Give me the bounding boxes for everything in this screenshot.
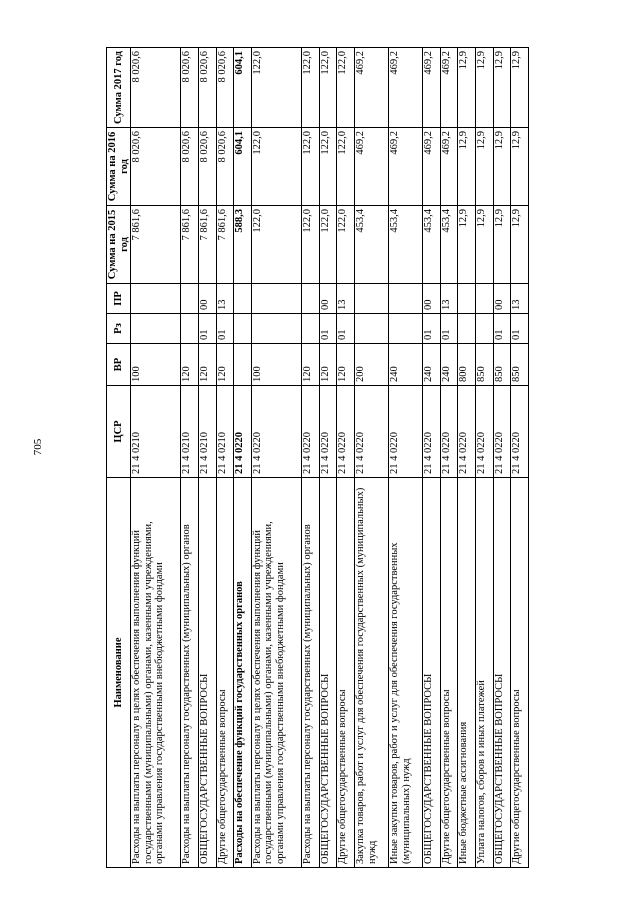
cell-sum-2016: 122,0 <box>302 128 320 206</box>
cell-sum-2017: 122,0 <box>302 48 320 128</box>
cell-sum-2016: 122,0 <box>337 128 355 206</box>
cell-sum-2016: 8 020,6 <box>181 128 199 206</box>
cell-sum-2017: 8 020,6 <box>216 48 234 128</box>
table-row <box>388 48 422 868</box>
cell-sum-2015: 453,4 <box>355 206 389 284</box>
cell-sum-2016: 12,9 <box>458 128 476 206</box>
cell-csr: 21 4 0220 <box>493 386 511 478</box>
cell-sum-2015: 453,4 <box>388 206 422 284</box>
cell-csr: 21 4 0210 <box>216 386 234 478</box>
cell-rz <box>302 314 320 344</box>
cell-csr: 21 4 0220 <box>302 386 320 478</box>
cell-pr <box>234 284 252 314</box>
cell-csr: 21 4 0220 <box>458 386 476 478</box>
cell-rz: 01 <box>422 314 440 344</box>
header-sum-2015: Сумма на 2015 год <box>107 206 131 284</box>
cell-name: Иные бюджетные ассигнования <box>458 478 476 868</box>
cell-sum-2016: 12,9 <box>475 128 493 206</box>
cell-name: Иные закупки товаров, работ и услуг для обеспечения государственных (муниципальных) нужд <box>388 478 422 868</box>
cell-pr <box>302 284 320 314</box>
header-rz: Рз <box>107 314 131 344</box>
cell-rz <box>131 314 181 344</box>
cell-csr: 21 4 0220 <box>319 386 337 478</box>
table-row <box>422 48 440 868</box>
cell-vr: 120 <box>337 344 355 386</box>
cell-sum-2017: 8 020,6 <box>198 48 216 128</box>
cell-pr <box>251 284 301 314</box>
table-row <box>181 48 199 868</box>
table-row <box>440 48 458 868</box>
cell-rz <box>234 314 252 344</box>
cell-sum-2016: 469,2 <box>388 128 422 206</box>
cell-rz: 01 <box>493 314 511 344</box>
cell-sum-2017: 12,9 <box>493 48 511 128</box>
cell-csr: 21 4 0210 <box>181 386 199 478</box>
cell-rz: 01 <box>319 314 337 344</box>
cell-rz: 01 <box>337 314 355 344</box>
budget-table <box>106 47 529 868</box>
cell-csr: 21 4 0220 <box>511 386 529 478</box>
cell-sum-2017: 8 020,6 <box>181 48 199 128</box>
cell-vr: 850 <box>511 344 529 386</box>
table-row <box>234 48 252 868</box>
cell-pr: 13 <box>216 284 234 314</box>
cell-rz <box>355 314 389 344</box>
cell-sum-2015: 12,9 <box>458 206 476 284</box>
cell-csr: 21 4 0210 <box>198 386 216 478</box>
cell-name: ОБЩЕГОСУДАРСТВЕННЫЕ ВОПРОСЫ <box>198 478 216 868</box>
cell-sum-2016: 8 020,6 <box>131 128 181 206</box>
cell-pr: 00 <box>493 284 511 314</box>
cell-rz: 01 <box>511 314 529 344</box>
cell-csr: 21 4 0220 <box>388 386 422 478</box>
cell-pr: 13 <box>337 284 355 314</box>
cell-vr: 240 <box>388 344 422 386</box>
cell-sum-2016: 604,1 <box>234 128 252 206</box>
cell-csr: 21 4 0220 <box>234 386 252 478</box>
cell-pr: 13 <box>511 284 529 314</box>
cell-vr: 120 <box>216 344 234 386</box>
cell-sum-2017: 8 020,6 <box>131 48 181 128</box>
cell-sum-2015: 122,0 <box>302 206 320 284</box>
cell-csr: 21 4 0220 <box>440 386 458 478</box>
cell-rz <box>458 314 476 344</box>
cell-sum-2015: 7 861,6 <box>131 206 181 284</box>
cell-csr: 21 4 0220 <box>337 386 355 478</box>
cell-name: ОБЩЕГОСУДАРСТВЕННЫЕ ВОПРОСЫ <box>319 478 337 868</box>
table-body <box>131 48 529 868</box>
cell-rz: 01 <box>198 314 216 344</box>
cell-sum-2016: 12,9 <box>511 128 529 206</box>
cell-vr: 100 <box>251 344 301 386</box>
cell-pr <box>388 284 422 314</box>
cell-rz <box>388 314 422 344</box>
cell-sum-2015: 7 861,6 <box>181 206 199 284</box>
cell-sum-2017: 12,9 <box>511 48 529 128</box>
header-sum-2016: Сумма на 2016 год <box>107 128 131 206</box>
table-header-row <box>107 48 131 868</box>
cell-sum-2017: 12,9 <box>458 48 476 128</box>
cell-vr: 850 <box>475 344 493 386</box>
cell-sum-2016: 122,0 <box>251 128 301 206</box>
cell-pr: 00 <box>198 284 216 314</box>
table-row <box>216 48 234 868</box>
cell-sum-2017: 122,0 <box>337 48 355 128</box>
cell-name: Расходы на выплаты персоналу государственных (муниципальных) органов <box>181 478 199 868</box>
cell-vr: 120 <box>319 344 337 386</box>
table-row <box>511 48 529 868</box>
cell-pr: 13 <box>440 284 458 314</box>
table-row <box>319 48 337 868</box>
page-number: 705 <box>32 438 44 456</box>
cell-sum-2015: 7 861,6 <box>216 206 234 284</box>
cell-sum-2017: 469,2 <box>422 48 440 128</box>
cell-csr: 21 4 0220 <box>475 386 493 478</box>
cell-name: ОБЩЕГОСУДАРСТВЕННЫЕ ВОПРОСЫ <box>422 478 440 868</box>
cell-pr <box>458 284 476 314</box>
cell-sum-2015: 12,9 <box>511 206 529 284</box>
cell-pr <box>131 284 181 314</box>
cell-sum-2017: 469,2 <box>355 48 389 128</box>
cell-csr: 21 4 0220 <box>422 386 440 478</box>
cell-sum-2016: 8 020,6 <box>198 128 216 206</box>
cell-name: Другие общегосударственные вопросы <box>511 478 529 868</box>
table-row <box>131 48 181 868</box>
cell-vr: 800 <box>458 344 476 386</box>
cell-sum-2015: 453,4 <box>440 206 458 284</box>
header-sum-2017: Сумма 2017 год <box>107 48 131 128</box>
cell-rz: 01 <box>440 314 458 344</box>
cell-pr: 00 <box>422 284 440 314</box>
cell-vr: 200 <box>355 344 389 386</box>
cell-name: Расходы на выплаты персоналу в целях обеспечения выполнения функций государственными (муниципальными) органами, казенными учреждениями, органами управления государственными внебюджетными фондами <box>251 478 301 868</box>
cell-vr: 240 <box>440 344 458 386</box>
cell-sum-2015: 453,4 <box>422 206 440 284</box>
cell-name: Расходы на выплаты персоналу государственных (муниципальных) органов <box>302 478 320 868</box>
cell-pr: 00 <box>319 284 337 314</box>
cell-name: Закупка товаров, работ и услуг для обеспечения государственных (муниципальных) нужд <box>355 478 389 868</box>
cell-sum-2016: 469,2 <box>440 128 458 206</box>
cell-csr: 21 4 0220 <box>251 386 301 478</box>
cell-sum-2017: 122,0 <box>251 48 301 128</box>
header-name: Наименование <box>107 478 131 868</box>
cell-name: Уплата налогов, сборов и иных платежей <box>475 478 493 868</box>
cell-name: Другие общегосударственные вопросы <box>337 478 355 868</box>
cell-sum-2016: 469,2 <box>422 128 440 206</box>
cell-pr <box>355 284 389 314</box>
cell-sum-2015: 588,3 <box>234 206 252 284</box>
cell-sum-2016: 469,2 <box>355 128 389 206</box>
table-row <box>493 48 511 868</box>
cell-vr: 120 <box>181 344 199 386</box>
cell-pr <box>475 284 493 314</box>
table-row <box>458 48 476 868</box>
cell-sum-2016: 12,9 <box>493 128 511 206</box>
table-row <box>302 48 320 868</box>
cell-sum-2017: 122,0 <box>319 48 337 128</box>
header-csr: ЦСР <box>107 386 131 478</box>
cell-sum-2015: 7 861,6 <box>198 206 216 284</box>
cell-csr: 21 4 0210 <box>131 386 181 478</box>
cell-vr: 240 <box>422 344 440 386</box>
cell-name: Другие общегосударственные вопросы <box>440 478 458 868</box>
table-row <box>251 48 301 868</box>
cell-sum-2015: 122,0 <box>251 206 301 284</box>
cell-vr: 850 <box>493 344 511 386</box>
header-pr: ПР <box>107 284 131 314</box>
cell-sum-2015: 122,0 <box>337 206 355 284</box>
cell-vr <box>234 344 252 386</box>
header-vr: ВР <box>107 344 131 386</box>
cell-name: ОБЩЕГОСУДАРСТВЕННЫЕ ВОПРОСЫ <box>493 478 511 868</box>
cell-sum-2015: 12,9 <box>475 206 493 284</box>
cell-sum-2017: 469,2 <box>440 48 458 128</box>
cell-sum-2016: 8 020,6 <box>216 128 234 206</box>
cell-rz <box>251 314 301 344</box>
cell-rz <box>181 314 199 344</box>
cell-name: Расходы на выплаты персоналу в целях обеспечения выполнения функций государственными (муниципальными) органами, казенными учреждениями, органами управления государственными внебюджетными фондами <box>131 478 181 868</box>
cell-sum-2017: 12,9 <box>475 48 493 128</box>
cell-csr: 21 4 0220 <box>355 386 389 478</box>
cell-sum-2017: 469,2 <box>388 48 422 128</box>
cell-vr: 120 <box>302 344 320 386</box>
table-row <box>355 48 389 868</box>
cell-vr: 120 <box>198 344 216 386</box>
table-row <box>475 48 493 868</box>
table-row <box>337 48 355 868</box>
cell-rz: 01 <box>216 314 234 344</box>
cell-pr <box>181 284 199 314</box>
table-row <box>198 48 216 868</box>
cell-sum-2016: 122,0 <box>319 128 337 206</box>
cell-sum-2015: 122,0 <box>319 206 337 284</box>
cell-name: Другие общегосударственные вопросы <box>216 478 234 868</box>
cell-sum-2017: 604,1 <box>234 48 252 128</box>
cell-name: Расходы на обеспечение функций государственных органов <box>234 478 252 868</box>
cell-sum-2015: 12,9 <box>493 206 511 284</box>
cell-vr: 100 <box>131 344 181 386</box>
cell-rz <box>475 314 493 344</box>
budget-table-container <box>106 48 529 868</box>
